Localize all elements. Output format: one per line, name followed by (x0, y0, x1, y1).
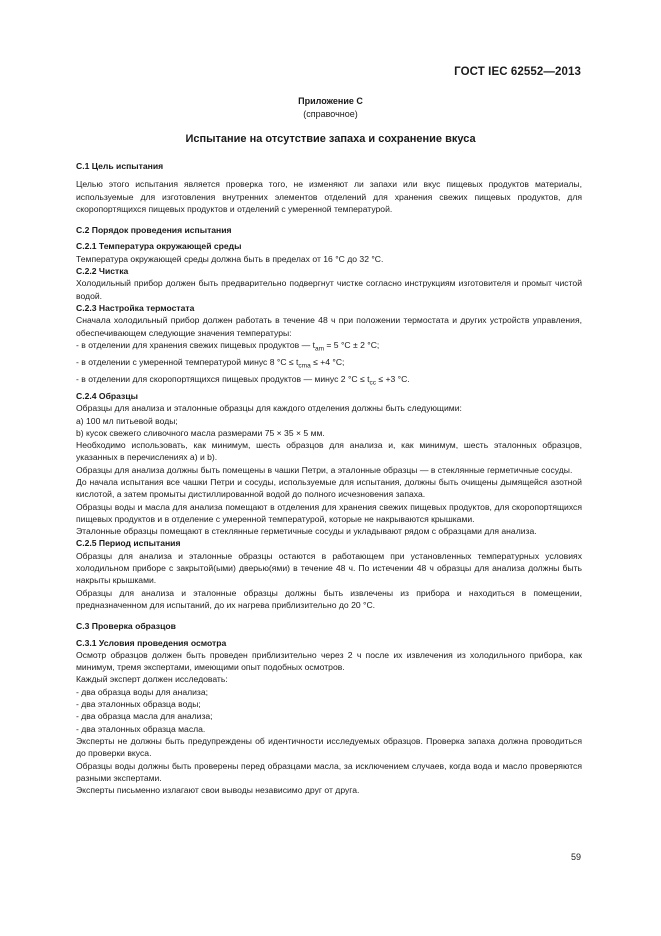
section-c25-p2: Образцы для анализа и эталонные образцы должны быть извлечены из прибора и находиться в помещении, предназначенном для испытаний, до их нагрева приблизительно до 20 °С. (76, 587, 582, 610)
list-item: - два эталонных образца воды; (76, 699, 201, 710)
temperature-item: - в отделении для хранения свежих пищевых продуктов — $t_{am} = 5$ °С ± 2 °С; (76, 339, 380, 353)
section-c21-text: Температура окружающей среды должна быть в пределах от 16 °С до 32 °С. (76, 253, 384, 264)
standard-designation: ГОСТ IEC 62552—2013 (454, 66, 581, 78)
section-c31-heading: С.3.1 Условия проведения осмотра (76, 637, 227, 648)
temperature-item: - в отделении с умеренной температурой минус 8 $^\circ С \le t_{cma} \le +4$ °С; (76, 356, 345, 370)
page-number: 59 (570, 852, 581, 862)
section-c24-p1: Образцы для анализа и эталонные образцы для каждого отделения должны быть следующими: (76, 403, 462, 414)
temperature-item: - в отделении для скоропортящихся пищевых продуктов — минус 2 $^\circ С \le t_{cc} \le +3$ °С. (76, 373, 410, 387)
annex-heading (0, 95, 661, 121)
section-c25-heading: С.2.5 Период испытания (76, 538, 181, 549)
list-item: - два эталонных образца масла. (76, 723, 206, 734)
section-c24-p2: Необходимо использовать, как минимум, шесть образцов для анализа и, как минимум, шесть эталонных образцов, указанных в перечислениях а) и b). (76, 440, 582, 463)
section-c23-text: Сначала холодильный прибор должен работать в течение 48 ч при положении термостата и других устройств управления, обеспечивающем следующие значения температуры: (76, 315, 582, 338)
section-c22-heading: С.2.2 Чистка (76, 266, 129, 277)
annex-subtitle: (справочное) (303, 109, 358, 119)
section-c24-p3: Образцы для анализа должны быть помещены в чашки Петри, а эталонные образцы — в стеклянные герметичные сосуды. (76, 464, 573, 475)
section-c24-p6: Эталонные образцы помещают в стеклянные герметичные сосуды и укладывают рядом с образцами для анализа. (76, 526, 537, 537)
sample-item-a: а) 100 мл питьевой воды; (76, 415, 178, 426)
section-c31-p1: Осмотр образцов должен быть проведен приблизительно через 2 ч после их извлечения из холодильного прибора, как минимум, тремя экспертами, имеющими опыт подобных осмотров. (76, 649, 582, 673)
list-item: - два образца масла для анализа; (76, 711, 213, 722)
section-c3-heading: С.3 Проверка образцов (76, 621, 176, 632)
section-c22-text: Холодильный прибор должен быть предварительно подвергнут чистке согласно инструкциям изготовителя и промыт чистой водой. (76, 278, 582, 301)
section-c1-heading: С.1 Цель испытания (76, 161, 164, 171)
section-c24-p4: До начала испытания все чашки Петри и сосуды, используемые для испытания, должны быть очищены дымящейся азотной кислотой, а затем промыты дистиллированной водой до полного исчезновения запаха. (76, 476, 582, 500)
section-c25-p1: Образцы для анализа и эталонные образцы остаются в работающем при установленных температурных условиях холодильном приборе с закрытой(ыми) дверью(ями) в течение 48 ч. По истечении 48 ч образцы для анализа должны быть накрыты крышками. (76, 550, 582, 586)
annex-title: Приложение С (298, 96, 363, 106)
document-title: Испытание на отсутствие запаха и сохранение вкуса (185, 133, 476, 145)
section-c24-p5: Образцы воды и масла для анализа помещают в отделения для хранения свежих пищевых продуктов, для скоропортящихся пищевых продуктов и в отделение с умеренной температурой, которые не накрываются крышками. (76, 501, 582, 524)
list-item: - два образца воды для анализа; (76, 686, 209, 697)
section-c1-text: Целью этого испытания является проверка того, не изменяют ли запахи или вкус пищевых продуктов материалы, используемые для изготовления внутренних элементов отделений для хранения свежих пищевых продуктов, для скоропортящихся пищевых продуктов и отделений с умеренной температурой. (76, 179, 582, 214)
section-c23-heading: С.2.3 Настройка термостата (76, 302, 195, 313)
sample-item-b: b) кусок свежего сливочного масла размерами 75 × 35 × 5 мм. (76, 427, 325, 438)
section-c2-heading: С.2 Порядок проведения испытания (76, 225, 232, 236)
section-c31-p4: Образцы воды должны быть проверены перед образцами масла, за исключением случаев, когда вода и масло проверяются разными экспертами. (76, 760, 582, 783)
document-body (76, 160, 582, 796)
section-c31-p5: Эксперты письменно излагают свои выводы независимо друг от друга. (76, 785, 360, 796)
section-c24-heading: С.2.4 Образцы (76, 390, 138, 401)
section-c31-p3: Эксперты не должны быть предупреждены об идентичности исследуемых образцов. Проверка запаха должна проводиться до проверки вкуса. (76, 735, 582, 759)
section-c31-p2: Каждый эксперт должен исследовать: (76, 674, 228, 685)
section-c21-heading: С.2.1 Температура окружающей среды (76, 241, 242, 252)
